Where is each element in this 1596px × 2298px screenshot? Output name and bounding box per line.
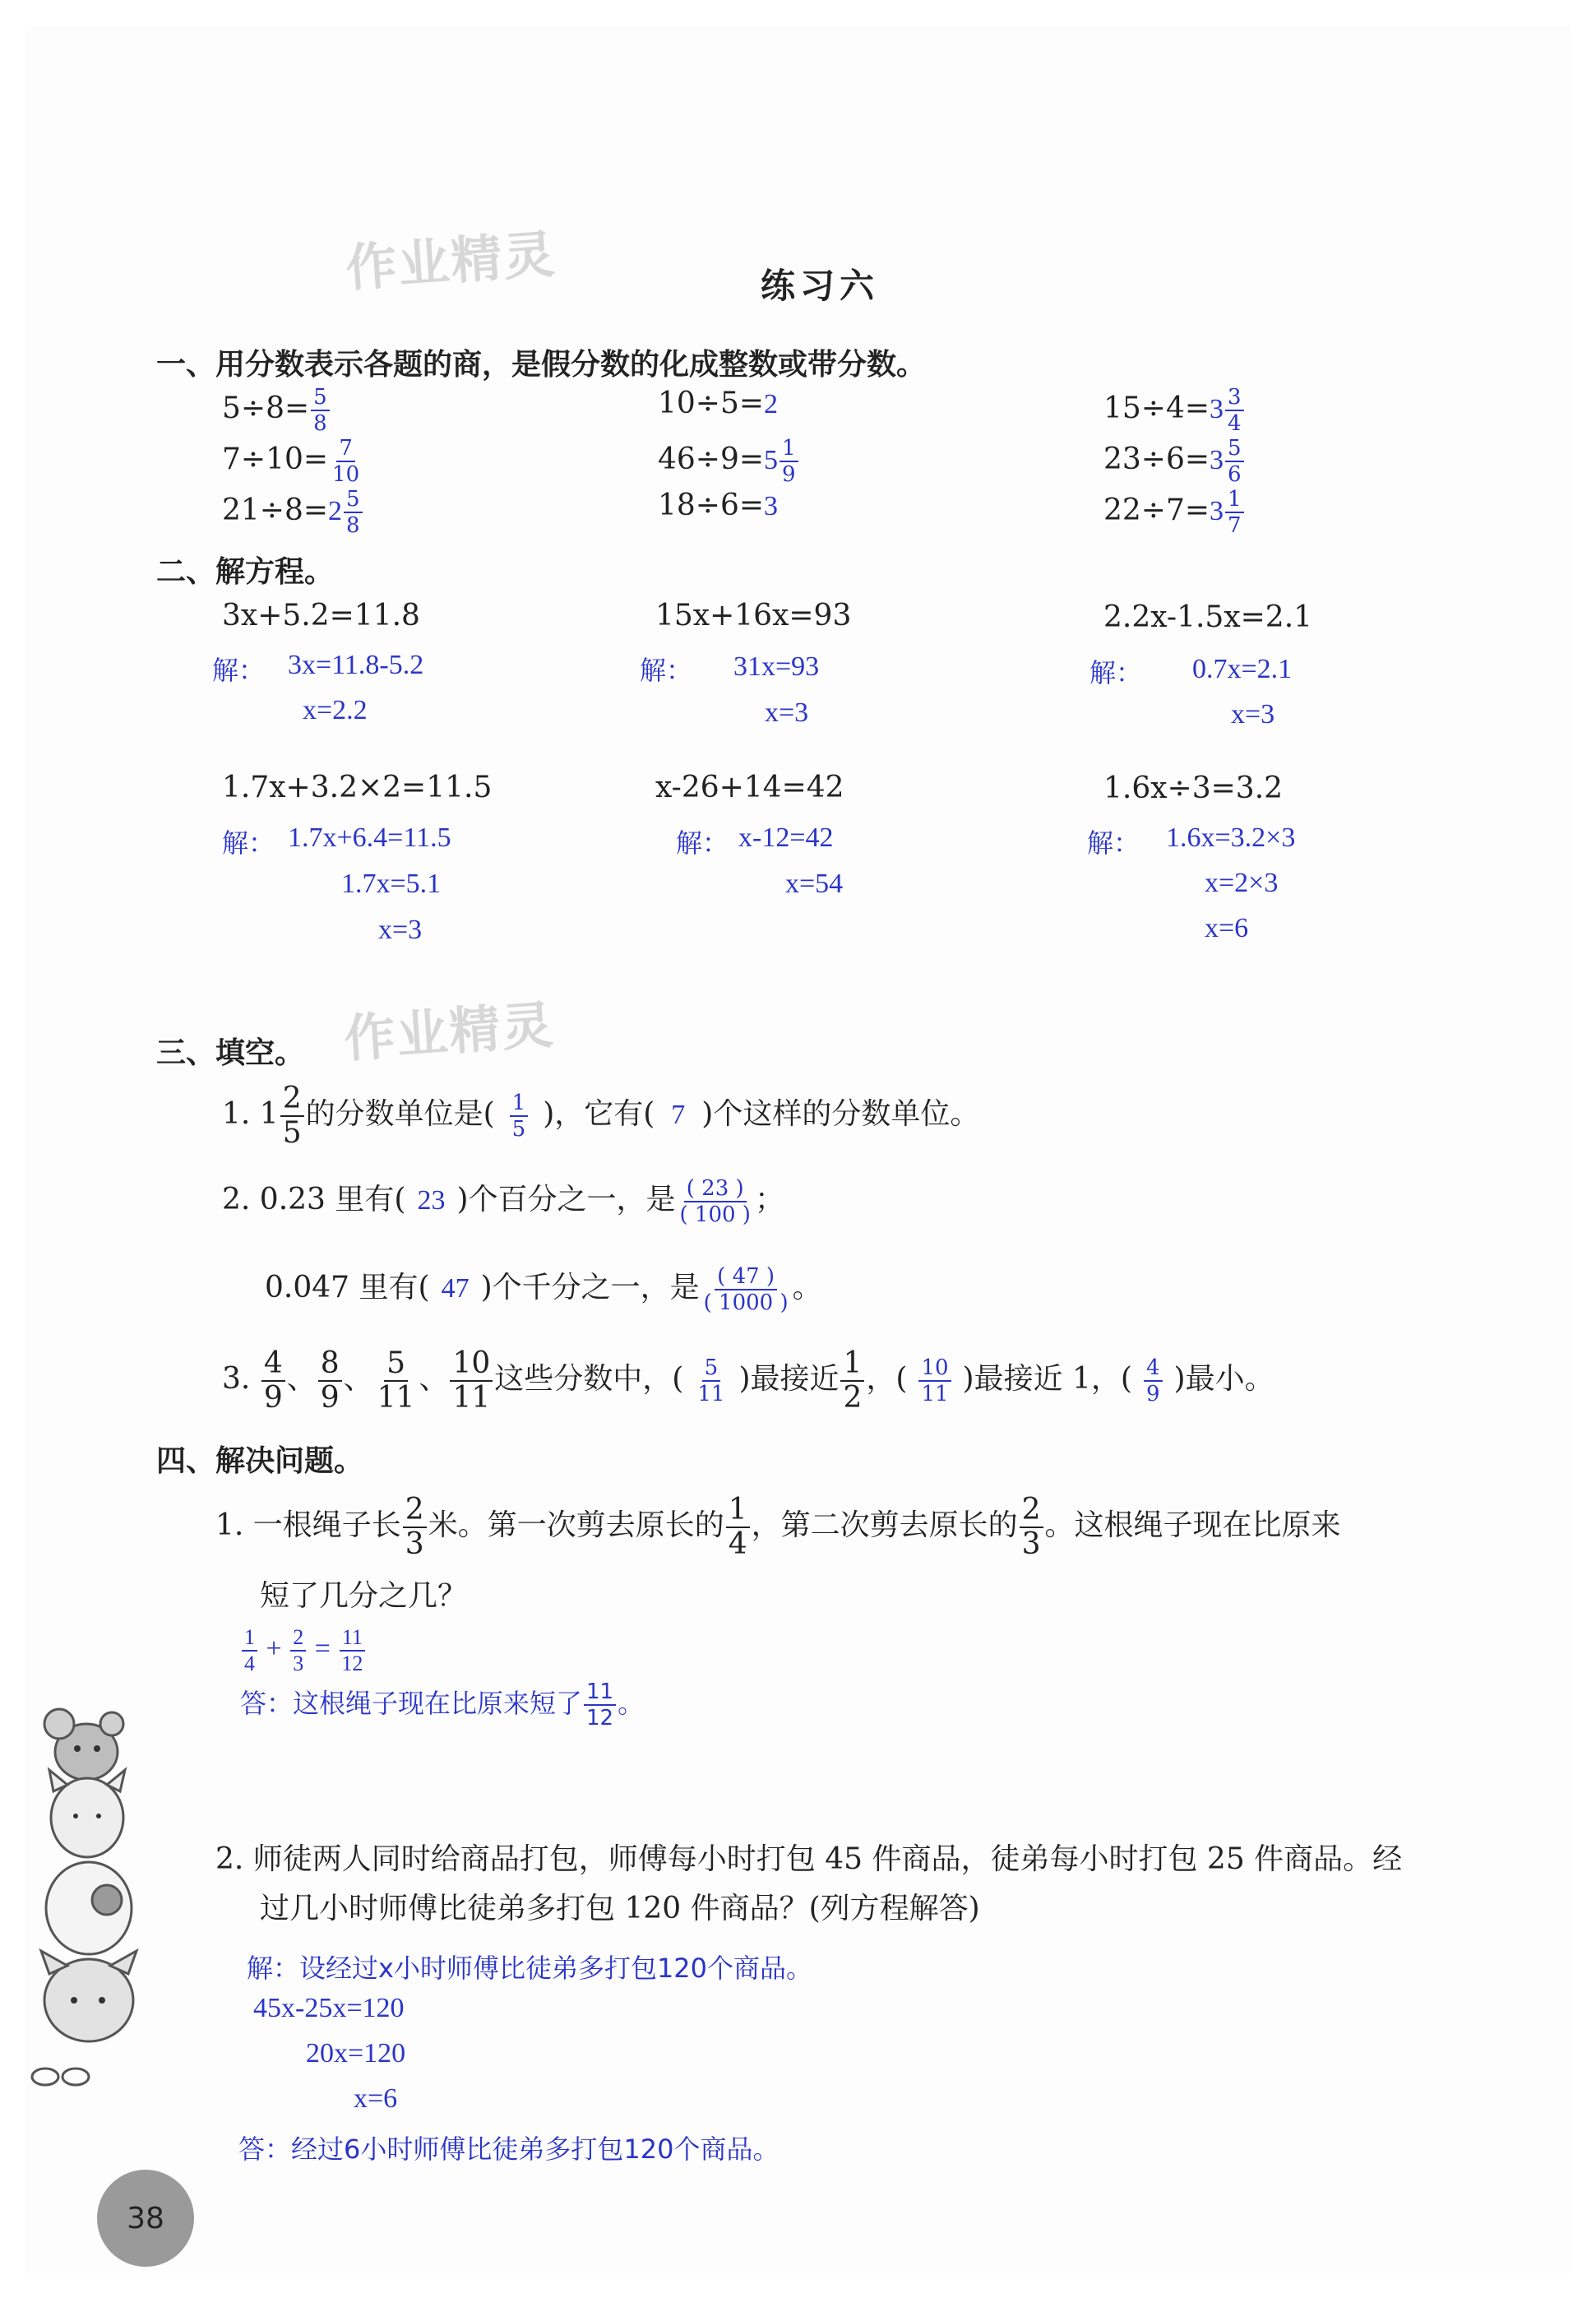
s2-eq-3-step-1: 0.7x=2.1 <box>1192 654 1293 684</box>
s4-problem-2-answer: 答：经过6小时师傅比徒弟多打包120个商品。 <box>238 2134 779 2165</box>
s2-jie-2: 解： <box>640 655 693 686</box>
s2-eq-6-step-2: x=2×3 <box>1205 868 1279 898</box>
section-1-heading: 一、用分数表示各题的商，是假分数的化成整数或带分数。 <box>156 348 927 382</box>
s2-jie-5: 解： <box>676 827 729 859</box>
s2-eq-1: 3x+5.2=11.8 <box>222 599 420 632</box>
s2-eq-2-step-1: 31x=93 <box>733 651 820 682</box>
s3-question-1: 1. 1 $\frac{2}{5}$ 的分数单位是( $\frac{1}{5}$ )，它有( 7 )个这样的分数单位。 <box>222 1082 980 1150</box>
s4-problem-1-line-2: 短了几分之几？ <box>260 1579 468 1613</box>
section-4-heading: 四、解决问题。 <box>156 1444 364 1478</box>
s2-jie-3: 解： <box>1089 657 1143 688</box>
s4-problem-2-line-2: 过几小时师傅比徒弟多打包 120 件商品？(列方程解答) <box>260 1892 980 1925</box>
section-2-heading: 二、解方程。 <box>156 555 335 589</box>
s2-jie-1: 解： <box>212 655 266 686</box>
s3-question-3: 3. $\frac{4}{9}$ 、 $\frac{8}{9}$ 、 $\frac{5}{11}$ 、 $\frac{10}{11}$ 这些分数中，( $\frac{5}{11}$ )最接近 $\frac{1}{2}$ ，( $\frac{10}{11}$ )最接近 1，( $\frac{4}{9}$ )最小。 <box>222 1346 1274 1415</box>
s4-problem-2-setup: 解：设经过x小时师傅比徒弟多打包120个商品。 <box>247 1953 813 1984</box>
s2-eq-2-step-2: x=3 <box>765 697 809 728</box>
s1-item-8: 18÷6=3 <box>658 489 779 522</box>
s1-item-6: 23÷6=3 $\frac{5}{6}$ <box>1103 438 1246 485</box>
s1-item-1: 5÷8= $\frac{5}{8}$ <box>222 387 331 434</box>
s1-item-4: 7÷10= $\frac{7}{10}$ <box>222 436 360 487</box>
s2-eq-2: 15x+16x=93 <box>655 599 852 632</box>
s2-eq-5-step-1: x-12=42 <box>738 822 834 853</box>
watermark-top: 作业精灵 <box>344 224 558 299</box>
s2-eq-6-step-3: x=6 <box>1205 913 1249 943</box>
s4-problem-2-step-2: 20x=120 <box>306 2038 406 2069</box>
page-title: 练习六 <box>761 266 880 306</box>
s2-jie-6: 解： <box>1087 827 1140 859</box>
s4-problem-2-line-1: 2. 师徒两人同时给商品打包，师傅每小时打包 45 件商品，徒弟每小时打包 25 件商品。经 <box>215 1842 1403 1876</box>
s2-eq-6-step-1: 1.6x=3.2×3 <box>1166 822 1296 853</box>
s2-eq-1-step-1: 3x=11.8-5.2 <box>288 650 424 680</box>
s4-problem-1-calculation: $\frac{1}{4}$ + $\frac{2}{3}$ = $\frac{11}{12}$ <box>240 1627 367 1675</box>
page-number: 38 <box>97 2170 194 2267</box>
section-3-heading: 三、填空。 <box>156 1036 305 1070</box>
s2-eq-4: 1.7x+3.2×2=11.5 <box>222 771 493 804</box>
s2-eq-4-step-3: x=3 <box>378 915 423 945</box>
s2-eq-5: x-26+14=42 <box>655 771 844 804</box>
s3-question-2b: 0.047 里有( 47 )个千分之一，是 $\frac{( 47 )}{( 1000 )}$ 。 <box>265 1264 822 1315</box>
s2-jie-4: 解： <box>222 827 275 859</box>
s1-item-5: 46÷9=5 $\frac{1}{9}$ <box>658 438 800 485</box>
s2-eq-6: 1.6x÷3=3.2 <box>1103 771 1284 805</box>
s3-question-2a: 2. 0.23 里有( 23 )个百分之一，是 $\frac{( 23 )}{( 100 )}$ ； <box>222 1176 784 1227</box>
watermark-middle: 作业精灵 <box>342 994 557 1069</box>
s4-problem-2-step-1: 45x-25x=120 <box>253 1993 405 2023</box>
s1-item-9: 22÷7=3 $\frac{1}{7}$ <box>1103 489 1246 536</box>
s1-item-3: 15÷4=3 $\frac{3}{4}$ <box>1103 387 1246 434</box>
cartoon-animals-illustration <box>16 1694 156 2106</box>
s1-item-2: 10÷5=2 <box>658 387 779 420</box>
s2-eq-4-step-1: 1.7x+6.4=11.5 <box>288 822 451 853</box>
s2-eq-1-step-2: x=2.2 <box>303 695 368 725</box>
s2-eq-5-step-2: x=54 <box>785 869 844 899</box>
s4-problem-1-line-1: 1. 一根绳子长 $\frac{2}{3}$ 米。第一次剪去原长的 $\frac{1}{4}$ ，第二次剪去原长的 $\frac{2}{3}$ 。这根绳子现在比原来 <box>215 1493 1341 1561</box>
s4-problem-2-step-3: x=6 <box>354 2083 398 2114</box>
s1-item-7: 21÷8=2 $\frac{5}{8}$ <box>222 489 364 536</box>
s2-eq-4-step-2: 1.7x=5.1 <box>341 869 442 899</box>
s2-eq-3-step-2: x=3 <box>1231 699 1275 730</box>
s2-eq-3: 2.2x-1.5x=2.1 <box>1103 600 1313 634</box>
s4-problem-1-answer: 答：这根绳子现在比原来短了 $\frac{11}{12}$ 。 <box>240 1679 645 1730</box>
